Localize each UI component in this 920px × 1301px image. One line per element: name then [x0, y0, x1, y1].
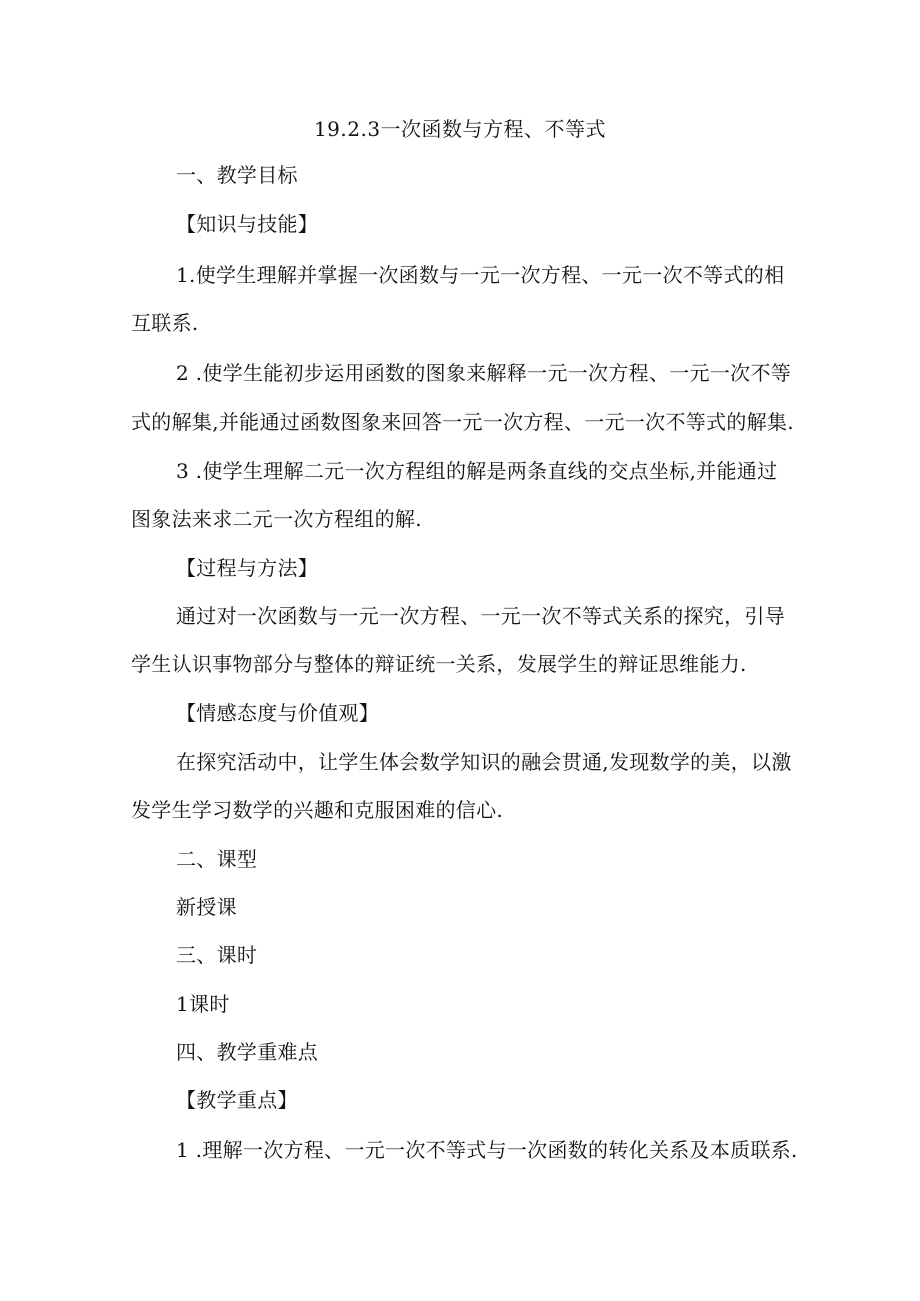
subheading-process-methods: 【过程与方法】	[176, 556, 319, 580]
knowledge-item-2-line-1: 2 .使学生能初步运用函数的图象来解释一元一次方程、一元一次不等	[176, 361, 792, 385]
process-text-line-1: 通过对一次函数与一元一次方程、一元一次不等式关系的探究，引导	[176, 604, 785, 628]
knowledge-item-1-line-2: 互联系.	[131, 311, 199, 335]
knowledge-item-2-line-2: 式的解集,并能通过函数图象来回答一元一次方程、一元一次不等式的解集.	[131, 410, 794, 434]
section-heading-lesson-hours: 三、课时	[176, 943, 258, 967]
emotion-text-line-2: 发学生学习数学的兴趣和克服困难的信心.	[131, 798, 504, 822]
knowledge-item-3-line-2: 图象法来求二元一次方程组的解.	[131, 507, 422, 531]
knowledge-item-1-line-1: 1.使学生理解并掌握一次函数与一元一次方程、一元一次不等式的相	[176, 263, 785, 287]
subheading-knowledge-skills: 【知识与技能】	[176, 212, 319, 236]
key-point-item-1: 1 .理解一次方程、一元一次不等式与一次函数的转化关系及本质联系.	[176, 1138, 798, 1162]
document-title: 19.2.3一次函数与方程、不等式	[313, 117, 607, 141]
subheading-emotion-values: 【情感态度与价值观】	[176, 701, 379, 725]
lesson-type-value: 新授课	[176, 895, 237, 919]
knowledge-item-3-line-1: 3 .使学生理解二元一次方程组的解是两条直线的交点坐标,并能通过	[176, 459, 778, 483]
lesson-hours-value: 1课时	[176, 992, 230, 1016]
process-text-line-2: 学生认识事物部分与整体的辩证统一关系，发展学生的辩证思维能力.	[131, 652, 747, 676]
section-heading-key-difficult-points: 四、教学重难点	[176, 1040, 319, 1064]
emotion-text-line-1: 在探究活动中，让学生体会数学知识的融会贯通,发现数学的美，以激	[176, 750, 792, 774]
subheading-key-points: 【教学重点】	[176, 1088, 298, 1112]
section-heading-lesson-type: 二、课型	[176, 847, 258, 871]
section-heading-objectives: 一、教学目标	[176, 163, 298, 187]
